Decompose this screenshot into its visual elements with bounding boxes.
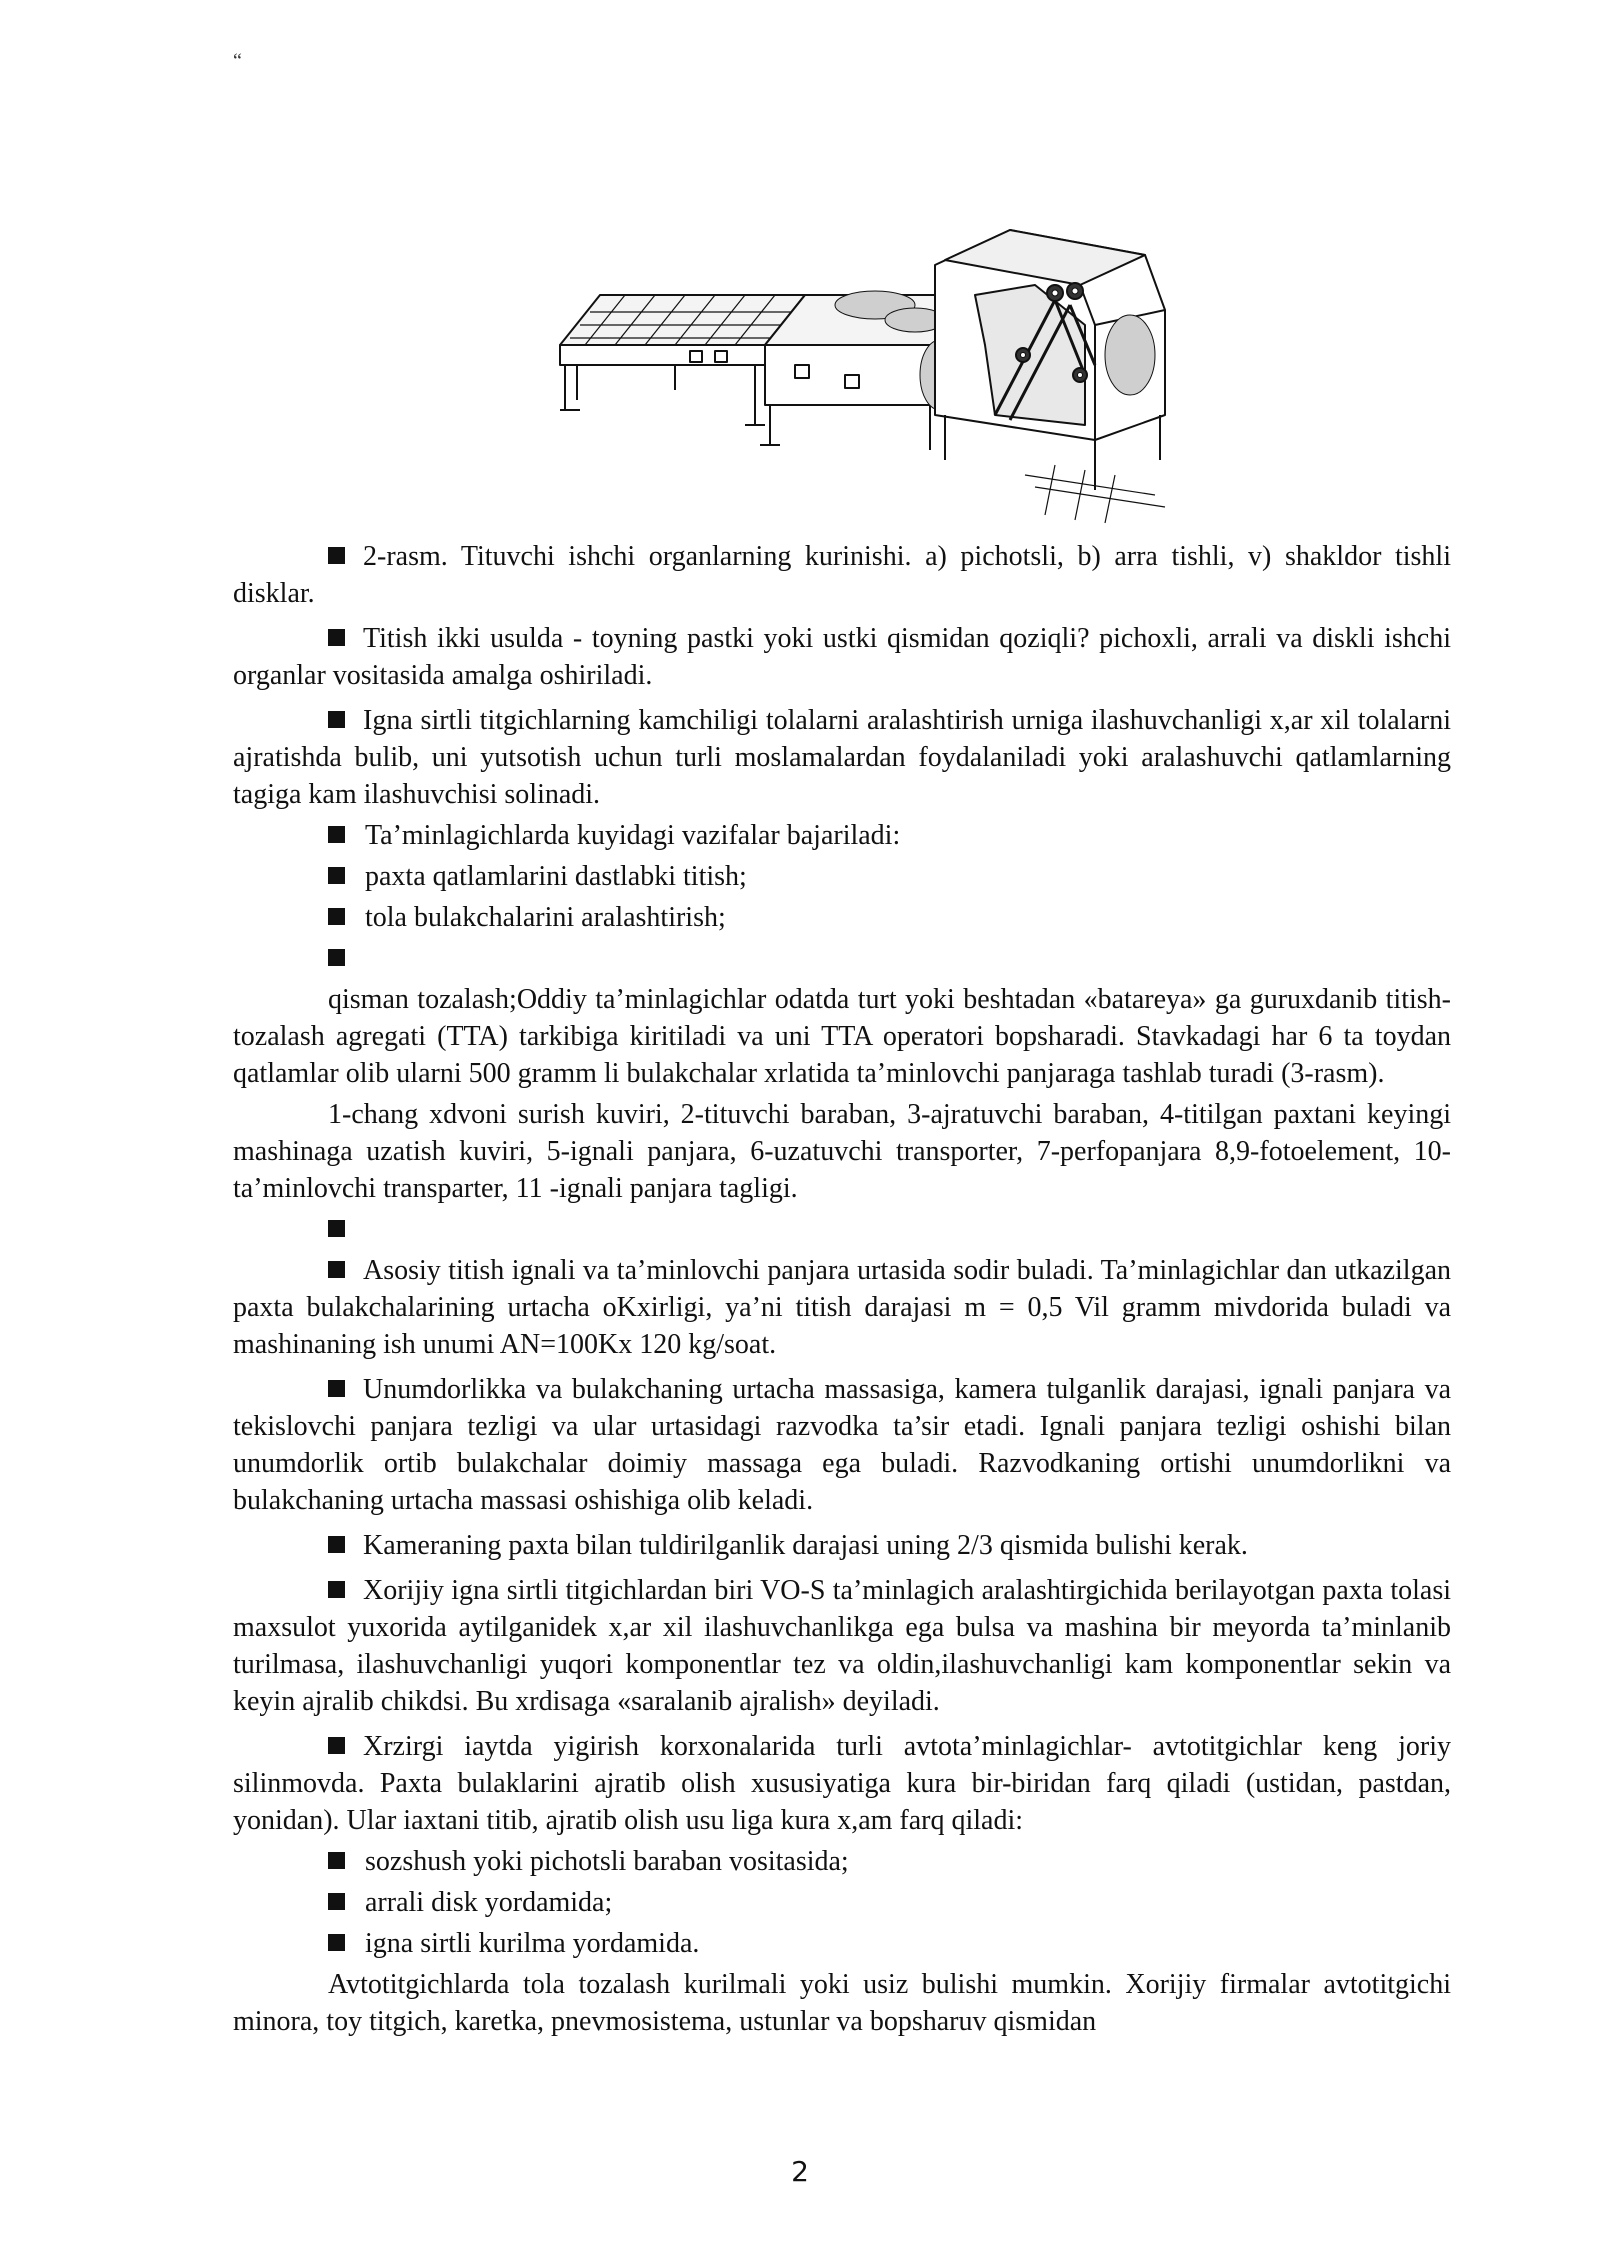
- list-item: tola bulakchalarini aralashtirish;: [233, 899, 1451, 936]
- paragraph: Xrzirgi iaytda yigirish korxonalarida turli avtota’minlagichlar- avtotitgichlar keng joriy silinmovda. Paxta bulaklarini ajratib olish xususiyatiga kura bir-biridan farq qiladi (ustidan, pastdan, yonidan). Ular iaxtani titib, ajratib olish usu liga kura x,am farq qiladi:: [233, 1731, 1451, 1836]
- page-number: 2: [791, 2155, 809, 2188]
- bullet-square-icon: [328, 949, 345, 966]
- list-item: igna sirtli kurilma yordamida.: [233, 1925, 1451, 1962]
- bullet-square-icon: [328, 1581, 345, 1598]
- paragraph: qisman tozalash;Oddiy ta’minlagichlar odatda turt yoki beshtadan «batareya» ga guruxdanib titish-tozalash agregati (TTA) tarkibiga kiritiladi va uni TTA operatori bopsharadi. Stavkadagi har 6 ta toydan qatlamlar olib ularni 500 gramm li bulakchalar xrlatida ta’minlovchi panjaraga tashlab turadi (3-rasm).: [233, 984, 1451, 1089]
- paragraph: Igna sirtli titgichlarning kamchiligi tolalarni aralashtirish urniga ilashuvchanligi x,ar xil tolalarni ajratishda bulib, uni yutsotish uchun turli moslamalardan foydalaniladi yoki aralashuvchi qatlamlarning tagiga kam ilashuvchisi solinadi.: [233, 705, 1451, 810]
- bullet-square-icon: [328, 1852, 345, 1869]
- paragraph: Unumdorlikka va bulakchaning urtacha massasiga, kamera tulganlik darajasi, ignali panjara va tekislovchi panjara tezligi va ular urtasidagi razvodka ta’sir etadi. Ignali panjara tezligi oshishi bilan unumdorlik ortib bulakchalar doimiy massaga ega buladi. Razvodkaning ortishi unumdorlikni va bulakchaning urtacha massasi oshishiga olib keladi.: [233, 1374, 1451, 1516]
- list-item: sozshush yoki pichotsli baraban vositasida;: [233, 1843, 1451, 1880]
- bullet-square-icon: [328, 1536, 345, 1553]
- list-item-empty: [233, 940, 1451, 977]
- body-text: [233, 538, 1451, 2044]
- paragraph: 1-chang xdvoni surish kuviri, 2-tituvchi baraban, 3-ajratuvchi baraban, 4-titilgan paxtani keyingi mashinaga uzatish kuviri, 5-ignali panjara, 6-uzatuvchi transporter, 7-perfopanjara 8,9-fotoelement, 10-ta’minlovchi transparter, 11 -ignali panjara tagligi.: [233, 1099, 1451, 1204]
- bullet-square-icon: [328, 908, 345, 925]
- bullet-square-icon: [328, 711, 345, 728]
- bullet-square-icon: [328, 547, 345, 564]
- bullet-square-icon: [328, 867, 345, 884]
- paragraph: Titish ikki usulda - toyning pastki yoki ustki qismidan qoziqli? pichoxli, arrali va diskli ishchi organlar vositasida amalga oshiriladi.: [233, 623, 1451, 691]
- bullet-square-icon: [328, 1380, 345, 1397]
- header-quote-mark: “: [233, 50, 242, 72]
- bullet-square-icon: [328, 1934, 345, 1951]
- paragraph: Avtotitgichlarda tola tozalash kurilmali yoki usiz bulishi mumkin. Xorijiy firmalar avtotitgichi minora, toy titgich, karetka, pnevmosistema, ustunlar va bopsharuv qismidan: [233, 1969, 1451, 2037]
- paragraph: Kameraning paxta bilan tuldirilganlik darajasi uning 2/3 qismida bulishi kerak.: [233, 1527, 1451, 1564]
- bullet-square-icon: [328, 1220, 345, 1237]
- bullet-square-icon: [328, 1737, 345, 1754]
- list-item: paxta qatlamlarini dastlabki titish;: [233, 858, 1451, 895]
- bullet-square-icon: [328, 826, 345, 843]
- figure-caption: 2-rasm. Tituvchi ishchi organlarning kurinishi. a) pichotsli, b) arra tishli, v) shakldor tishli disklar.: [233, 541, 1451, 609]
- paragraph: Asosiy titish ignali va ta’minlovchi panjara urtasida sodir buladi. Ta’minlagichlar dan utkazilgan paxta bulakchalarining urtacha oKxirligi, ya’ni titish darajasi m = 0,5 Vil gramm mivdorida buladi va mashinaning ish unumi AN=100Kx 120 kg/soat.: [233, 1255, 1451, 1360]
- list-item-empty: [233, 1211, 1451, 1248]
- list-heading: Ta’minlagichlarda kuyidagi vazifalar bajariladi:: [233, 817, 1451, 854]
- machine-illustration-icon: [555, 225, 1210, 525]
- list-item: arrali disk yordamida;: [233, 1884, 1451, 1921]
- bullet-square-icon: [328, 1261, 345, 1278]
- bullet-square-icon: [328, 629, 345, 646]
- paragraph: Xorijiy igna sirtli titgichlardan biri VO-S ta’minlagich aralashtirgichida berilayotgan paxta tolasi maxsulot yuxorida aytilganidek x,ar xil ilashuvchanlikga ega bulsa va mashina bir meyorda ta’minlanib turilmasa, ilashuvchanligi yuqori komponentlar tez va oldin,ilashuvchanligi kam komponentlar sekin va keyin ajralib chikdsi. Bu xrdisaga «saralanib ajralish» deyiladi.: [233, 1575, 1451, 1717]
- bullet-square-icon: [328, 1893, 345, 1910]
